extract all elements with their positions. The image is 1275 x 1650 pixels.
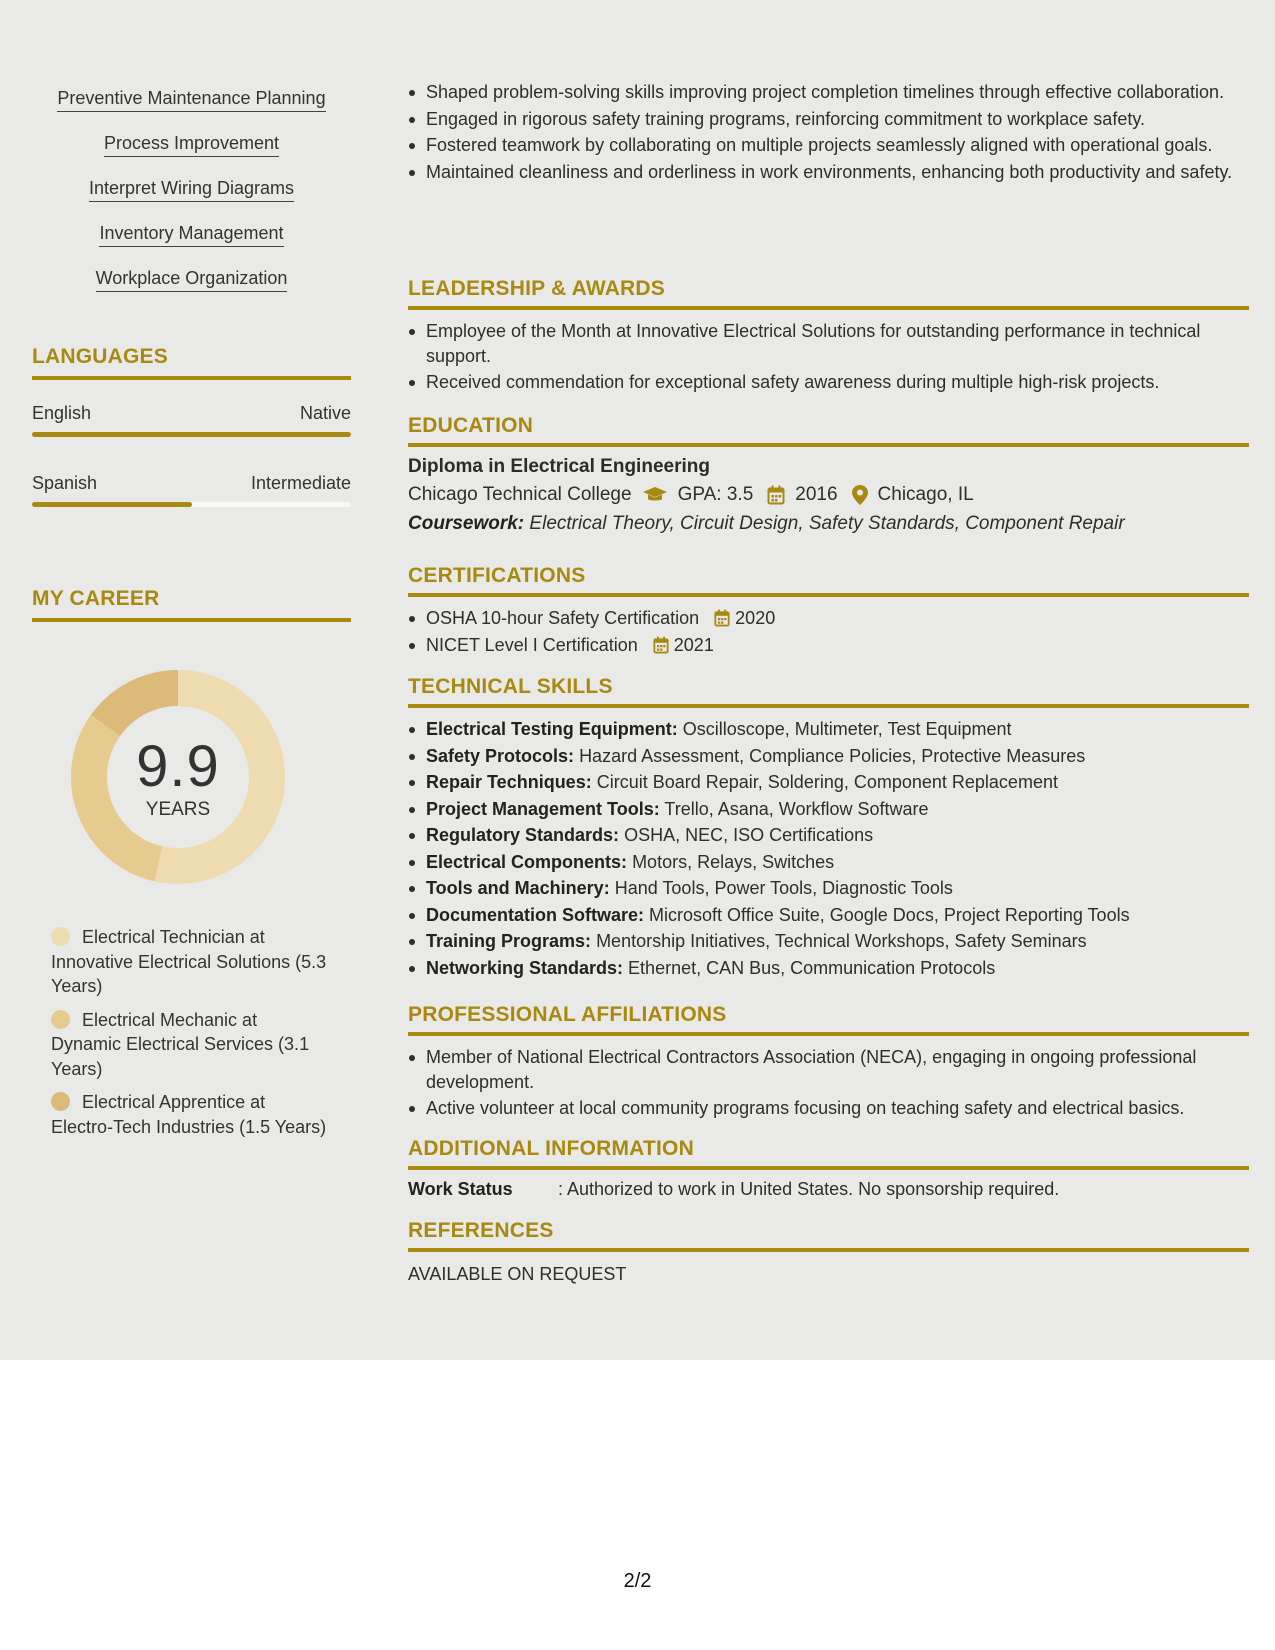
skill-value: Hand Tools, Power Tools, Diagnostic Tools <box>614 878 953 898</box>
skill-label: Regulatory Standards: <box>426 825 620 845</box>
list-item: Engaged in rigorous safety training programs, reinforcing commitment to workplace safety. <box>426 107 1249 132</box>
language-bar-fill <box>32 502 192 507</box>
map-pin-icon <box>852 485 868 505</box>
list-item <box>426 956 1249 981</box>
skill-value: Trello, Asana, Workflow Software <box>664 798 929 819</box>
skill-item: Interpret Wiring Diagrams <box>89 176 294 202</box>
language-english <box>32 403 351 437</box>
language-level: Native <box>299 403 351 423</box>
school-location: Chicago, IL <box>877 484 974 505</box>
skill-label: Documentation Software: <box>426 904 645 925</box>
references-heading: REFERENCES <box>408 1219 1249 1252</box>
list-item <box>426 744 1249 769</box>
coursework-list: Electrical Theory, Circuit Design, Safety Standards, Component Repair <box>529 513 1125 534</box>
work-status-value: : Authorized to work in United States. No sponsorship required. <box>558 1179 1060 1199</box>
experience-bullets <box>408 80 1249 186</box>
skill-label: Electrical Components: <box>426 851 628 872</box>
skill-value: Motors, Relays, Switches <box>632 851 835 872</box>
language-name: English <box>32 403 92 423</box>
degree-title: Diploma in Electrical Engineering <box>408 456 710 477</box>
graduation-cap-icon <box>642 486 668 504</box>
legend-dot <box>51 1092 70 1111</box>
career-legend-item <box>51 1090 331 1139</box>
career-donut-chart <box>66 665 290 889</box>
list-item <box>426 850 1249 875</box>
technical-skills-section <box>408 675 1249 982</box>
legend-dot <box>51 927 70 946</box>
list-item <box>426 797 1249 822</box>
technical-skills-heading: TECHNICAL SKILLS <box>408 675 1249 708</box>
calendar-icon <box>653 636 669 654</box>
career-heading: MY CAREER <box>32 587 351 622</box>
career-legend-text: Electrical Apprentice at Electro-Tech Industries (1.5 Years) <box>51 1092 327 1137</box>
list-item: Employee of the Month at Innovative Electrical Solutions for outstanding performance in technical support. <box>426 319 1249 368</box>
page-number: 2/2 <box>623 1570 652 1592</box>
graduation-year: 2016 <box>795 484 838 505</box>
skill-item: Workplace Organization <box>96 266 288 292</box>
skill-item: Inventory Management <box>99 221 283 247</box>
skill-label: Safety Protocols: <box>426 745 575 766</box>
language-bar <box>32 502 351 507</box>
list-item: Maintained cleanliness and orderliness in work environments, enhancing both productivity and safety. <box>426 160 1249 185</box>
certification-name: NICET Level I Certification <box>426 634 638 655</box>
skill-label: Tools and Machinery: <box>426 878 610 898</box>
certifications-section <box>408 564 1249 659</box>
career-total-years: 9.9 <box>136 734 220 799</box>
gpa: GPA: 3.5 <box>677 484 754 505</box>
calendar-icon <box>767 485 785 505</box>
skill-list <box>32 86 351 311</box>
career-legend-text: Electrical Mechanic at Dynamic Electrical Services (3.1 Years) <box>51 1009 310 1079</box>
skill-label: Project Management Tools: <box>426 798 660 819</box>
donut-segment <box>106 688 178 725</box>
skill-label: Electrical Testing Equipment: <box>426 719 678 739</box>
certification-year: 2020 <box>735 608 776 628</box>
language-bar-fill <box>32 432 351 437</box>
skill-label: Training Programs: <box>426 931 592 951</box>
affiliations-section <box>408 1003 1249 1123</box>
skill-label: Networking Standards: <box>426 957 624 978</box>
list-item <box>426 876 1249 901</box>
work-status-row <box>408 1179 1249 1200</box>
list-item <box>426 929 1249 954</box>
list-item: Member of National Electrical Contractors Association (NECA), engaging in ongoing professional development. <box>426 1045 1249 1094</box>
skill-item: Preventive Maintenance Planning <box>57 86 325 112</box>
career-legend-text: Electrical Technician at Innovative Electrical Solutions (5.3 Years) <box>51 927 327 996</box>
career-legend <box>51 925 331 1148</box>
education-heading: EDUCATION <box>408 414 1249 447</box>
language-bar <box>32 432 351 437</box>
skill-value: OSHA, NEC, ISO Certifications <box>624 825 874 845</box>
affiliations-heading: PROFESSIONAL AFFILIATIONS <box>408 1003 1249 1036</box>
list-item <box>426 717 1249 742</box>
language-name: Spanish <box>32 473 98 493</box>
school-name: Chicago Technical College <box>408 484 632 505</box>
career-legend-item <box>51 1008 331 1082</box>
list-item <box>426 770 1249 795</box>
certification-year: 2021 <box>673 634 714 655</box>
list-item: Fostered teamwork by collaborating on multiple projects seamlessly aligned with operational goals. <box>426 133 1249 158</box>
skill-value: Ethernet, CAN Bus, Communication Protocols <box>628 957 996 978</box>
list-item: Shaped problem-solving skills improving project completion timelines through effective collaboration. <box>426 80 1249 105</box>
additional-info-heading: ADDITIONAL INFORMATION <box>408 1137 1249 1170</box>
list-item <box>426 633 1249 658</box>
additional-info-section <box>408 1137 1249 1200</box>
skill-value: Oscilloscope, Multimeter, Test Equipment <box>682 719 1012 739</box>
list-item <box>426 903 1249 928</box>
career-legend-item <box>51 925 331 999</box>
education-meta <box>408 484 1249 506</box>
list-item <box>426 823 1249 848</box>
references-section <box>408 1219 1249 1285</box>
leadership-heading: LEADERSHIP & AWARDS <box>408 277 1249 310</box>
list-item <box>426 606 1249 631</box>
list-item: Active volunteer at local community programs focusing on teaching safety and electrical basics. <box>426 1096 1249 1121</box>
education-section <box>408 414 1249 535</box>
skill-value: Microsoft Office Suite, Google Docs, Project Reporting Tools <box>649 904 1130 925</box>
language-level: Intermediate <box>250 473 351 493</box>
leadership-section <box>408 277 1249 397</box>
language-spanish <box>32 473 351 507</box>
coursework-label: Coursework: <box>408 513 525 534</box>
work-status-label: Work Status <box>408 1179 513 1199</box>
certification-name: OSHA 10-hour Safety Certification <box>426 608 700 628</box>
references-text: AVAILABLE ON REQUEST <box>408 1264 627 1284</box>
languages-heading: LANGUAGES <box>32 345 351 380</box>
skill-value: Mentorship Initiatives, Technical Workshops, Safety Seminars <box>596 931 1087 951</box>
skill-label: Repair Techniques: <box>426 772 592 792</box>
career-years-label: YEARS <box>145 799 211 820</box>
certifications-heading: CERTIFICATIONS <box>408 564 1249 597</box>
skill-value: Circuit Board Repair, Soldering, Component Replacement <box>596 772 1058 792</box>
legend-dot <box>51 1010 70 1029</box>
coursework <box>408 513 1249 535</box>
calendar-icon <box>714 609 730 627</box>
skill-item: Process Improvement <box>104 131 279 157</box>
list-item: Received commendation for exceptional safety awareness during multiple high-risk projects. <box>426 370 1249 395</box>
skill-value: Hazard Assessment, Compliance Policies, Protective Measures <box>579 745 1086 766</box>
